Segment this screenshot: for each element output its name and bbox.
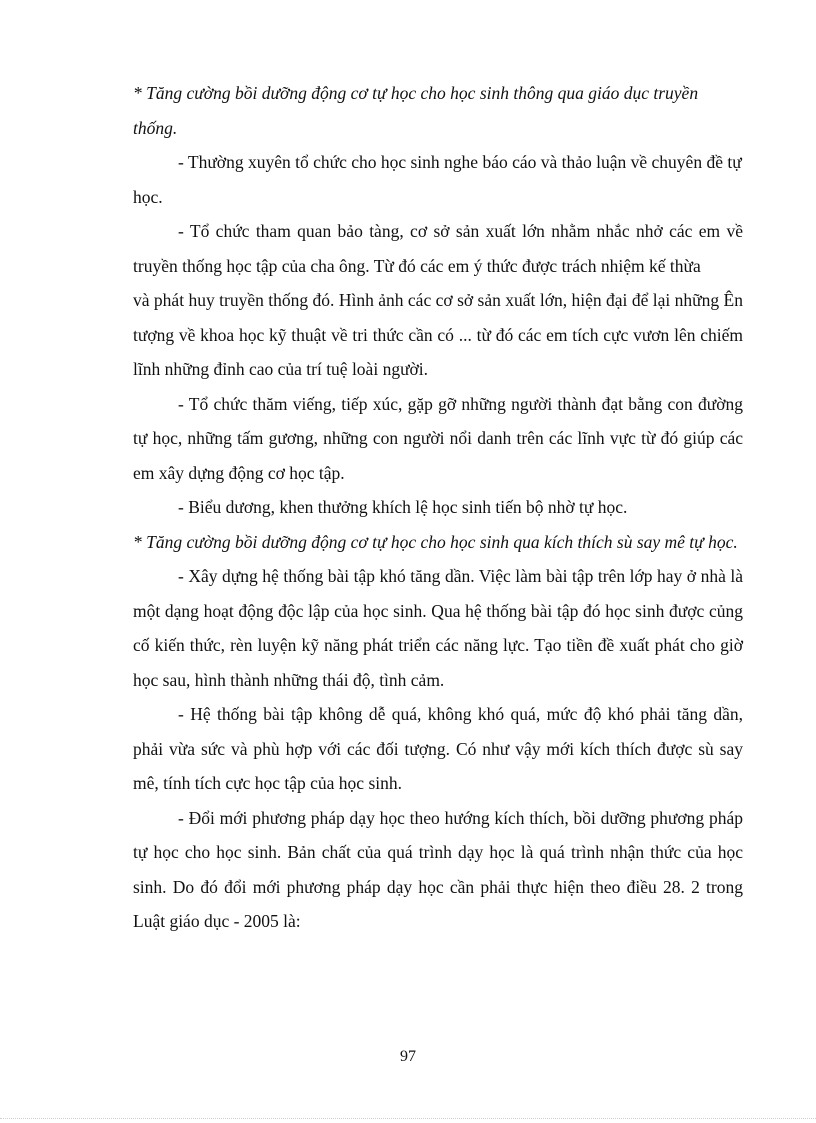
bullet-praise-reward: - Biểu dương, khen thưởng khích lệ học sinh tiến bộ nhờ tự học. (178, 497, 628, 517)
bullet-reports-discussions: - Thường xuyên tổ chức cho học sinh nghe báo cáo và thảo luận về chuyên đề tự học. (133, 152, 742, 207)
paragraph-continuation: và phát huy truyền thống đó. Hình ảnh các cơ sở sản xuất lớn, hiện đại để lại những Ên tượng về khoa học kỹ thuật về tri thức cần có ... từ đó các em tích cực vươn lên chiếm lĩnh những đỉnh cao của trí tuệ loài người. (133, 290, 743, 379)
page-number: 97 (400, 1048, 416, 1065)
bullet-exercise-system: - Xây dựng hệ thống bài tập khó tăng dần. Việc làm bài tập trên lớp hay ở nhà là một dạng hoạt động độc lập của học sinh. Qua hệ thống bài tập đó học sinh được củng cố kiến thức, rèn luyện kỹ năng phát triển các năng lực. Tạo tiền đề xuất phát cho giờ học sau, hình thành những thái độ, tình cảm. (133, 566, 743, 690)
section-heading-traditional-education: * Tăng cường bồi dưỡng động cơ tự học cho học sinh thông qua giáo dục truyền thống. (133, 83, 699, 138)
footer-divider (0, 1118, 816, 1119)
bullet-teaching-method-innovation: - Đổi mới phương pháp dạy học theo hướng kích thích, bồi dưỡng phương pháp tự học cho học sinh. Bản chất của quá trình dạy học là quá trình nhận thức của học sinh. Do đó đổi mới phương pháp dạy học cần phải thực hiện theo điều 28. 2 trong Luật giáo dục - 2005 là: (133, 807, 743, 931)
bullet-meet-successful-people: - Tổ chức thăm viếng, tiếp xúc, gặp gỡ những người thành đạt bằng con đường tự học, những tấm gương, những con người nổi danh trên các lĩnh vực từ đó giúp các em xây dựng động cơ học tập. (133, 393, 743, 483)
section-heading-passion-stimulation: * Tăng cường bồi dưỡng động cơ tự học cho học sinh qua kích thích sù say mê tự học. (133, 531, 738, 552)
bullet-museum-visits: - Tổ chức tham quan bảo tàng, cơ sở sản xuất lớn nhằm nhắc nhở các em về truyền thống học tập của cha ông. Từ đó các em ý thức được trách nhiệm kế thừa (133, 221, 743, 276)
body-text (133, 76, 743, 939)
bullet-exercise-difficulty: - Hệ thống bài tập không dễ quá, không khó quá, mức độ khó phải tăng dần, phải vừa sức và phù hợp với các đối tượng. Có như vậy mới kích thích được sù say mê, tính tích cực học tập của học sinh. (133, 704, 743, 793)
